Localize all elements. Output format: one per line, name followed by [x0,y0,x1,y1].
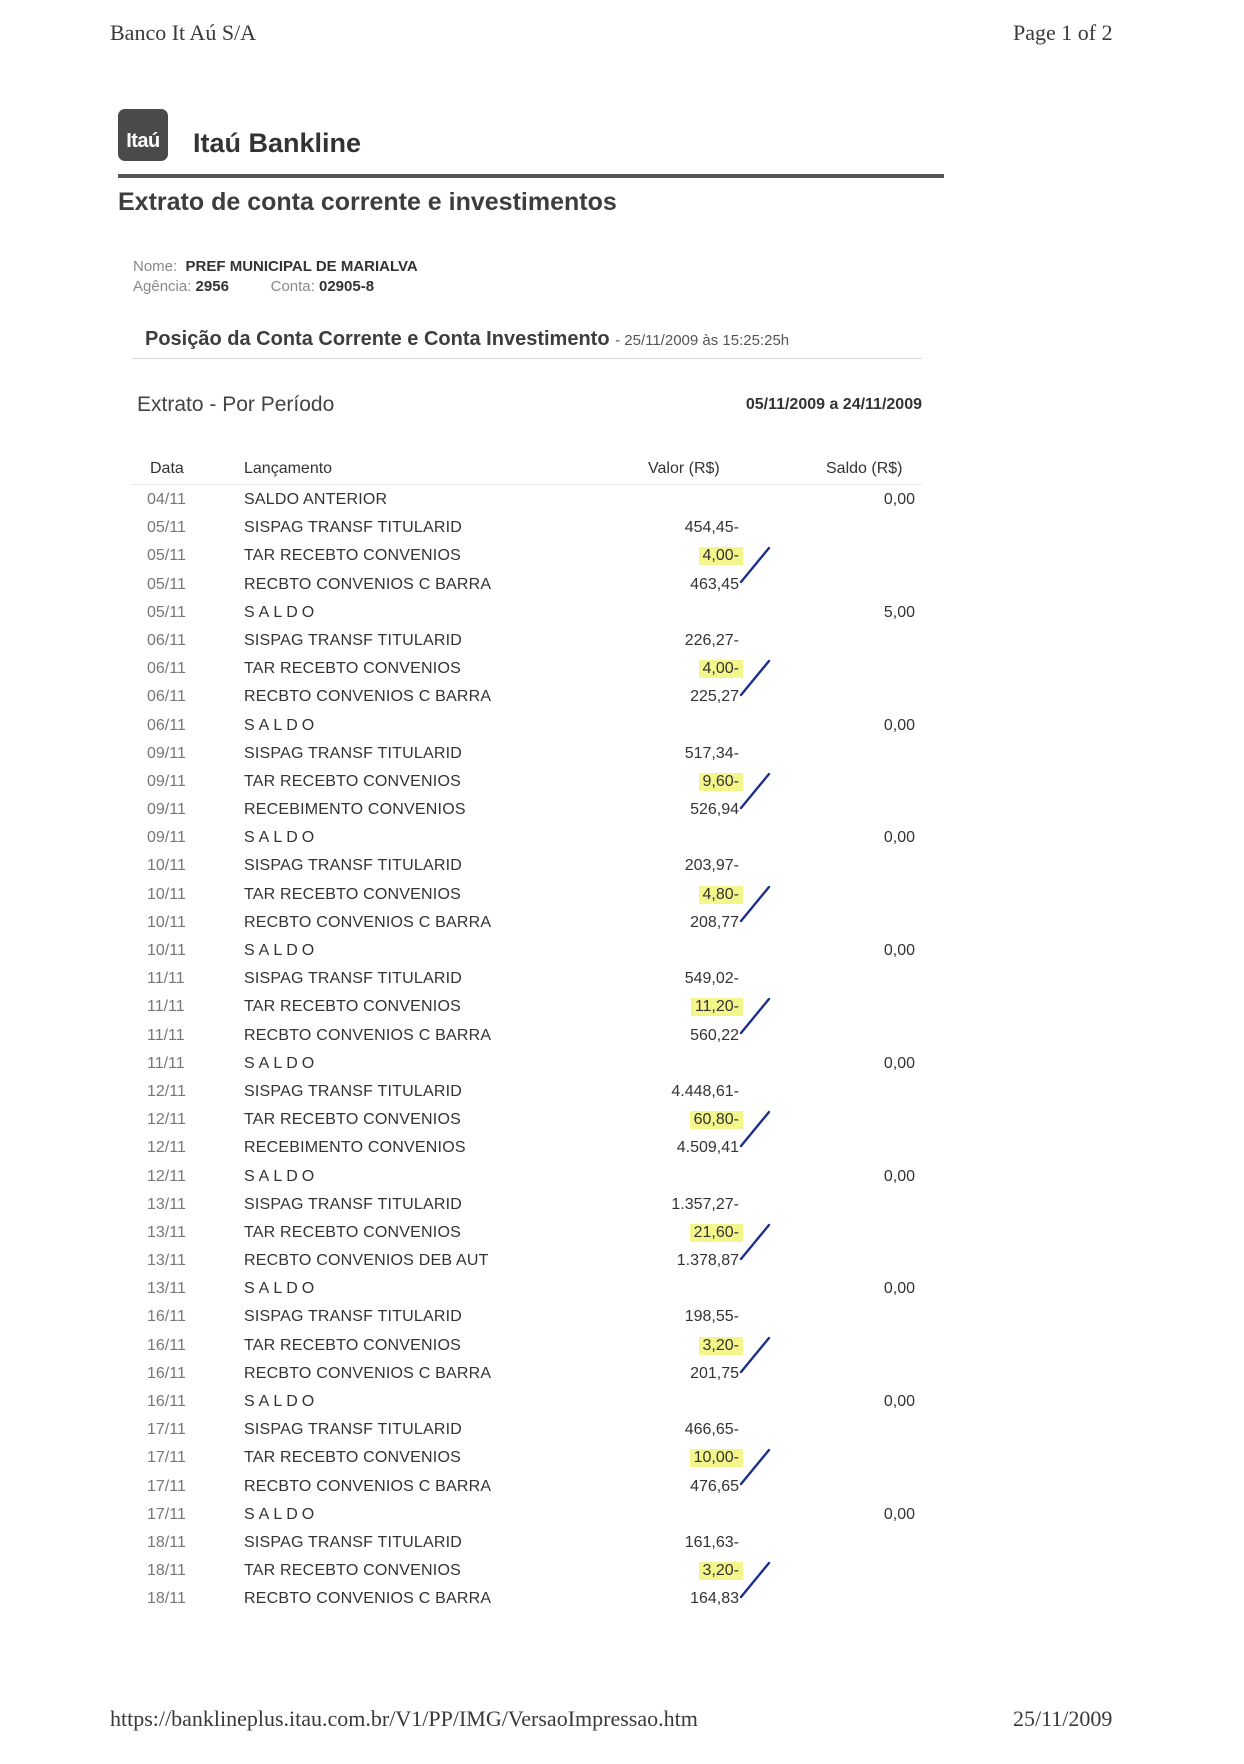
row-value: 4,00- [699,547,743,565]
table-row [0,1587,1244,1615]
bank-header: Banco It Aú S/A [110,20,257,45]
row-description: TAR RECEBTO CONVENIOS [244,660,461,678]
table-row [0,685,1244,713]
table-row [0,601,1244,629]
row-description: RECBTO CONVENIOS DEB AUT [244,1252,489,1270]
row-value: 466,65- [684,1421,739,1439]
row-value: 198,55- [684,1308,739,1326]
row-balance: 0,00 [883,1054,915,1072]
table-row [0,1193,1244,1221]
row-balance: 0,00 [883,491,915,508]
row-date: 17/11 [147,1477,186,1495]
row-description: SISPAG TRANSF TITULARID [244,970,462,988]
row-date: 09/11 [147,801,186,819]
row-balance: 0,00 [883,1167,915,1185]
table-row [0,657,1244,685]
row-value: 208,77 [690,913,739,931]
row-description: RECBTO CONVENIOS C BARRA [244,1477,492,1495]
transactions-table [0,488,1244,1616]
table-row [0,573,1244,601]
statement-title: Extrato - Por Período [137,393,335,416]
table-row [0,742,1244,770]
row-value: 164,83 [690,1590,739,1608]
row-date: 13/11 [147,1223,186,1241]
row-balance: 0,00 [883,942,915,959]
table-row [0,629,1244,657]
row-value: 4,80- [699,886,743,904]
row-balance: 0,00 [883,1393,915,1410]
row-description: RECEBIMENTO CONVENIOS [244,801,466,819]
row-description: SALDO [244,716,319,734]
row-description: SALDO [244,829,319,847]
row-date: 16/11 [147,1364,186,1382]
row-description: SISPAG TRANSF TITULARID [244,857,462,875]
row-date: 05/11 [147,519,186,537]
row-balance: 0,00 [883,716,915,734]
row-date: 09/11 [147,829,186,847]
row-date: 12/11 [147,1082,186,1100]
row-date: 13/11 [147,1252,186,1270]
row-value: 9,60- [699,773,743,791]
table-row [0,714,1244,742]
row-balance: 5,00 [883,603,915,621]
row-date: 05/11 [147,547,186,565]
row-date: 11/11 [147,1026,185,1044]
row-description: SALDO [244,1167,319,1185]
table-row [0,1165,1244,1193]
row-value: 526,94 [690,801,739,819]
row-value: 225,27 [690,688,739,706]
row-description: SISPAG TRANSF TITULARID [244,744,462,762]
row-value: 517,34- [684,744,739,762]
row-description: TAR RECEBTO CONVENIOS [244,1111,461,1129]
row-date: 17/11 [147,1505,186,1523]
row-value: 463,45 [690,575,739,593]
table-row [0,770,1244,798]
row-value: 549,02- [684,970,739,988]
account-holder-name: PREF MUNICIPAL DE MARIALVA [185,258,418,275]
row-date: 13/11 [147,1280,186,1298]
page-number: Page 1 of 2 [1013,20,1113,45]
table-row [0,1080,1244,1108]
row-description: RECBTO CONVENIOS C BARRA [244,688,492,706]
row-date: 11/11 [147,1054,185,1072]
account-number-line [133,278,374,295]
row-description: TAR RECEBTO CONVENIOS [244,547,461,565]
row-value: 21,60- [690,1224,743,1242]
row-description: SALDO [244,1054,319,1072]
row-date: 09/11 [147,744,186,762]
table-row [0,516,1244,544]
row-description: SISPAG TRANSF TITULARID [244,631,462,649]
row-description: TAR RECEBTO CONVENIOS [244,885,461,903]
row-value: 476,65 [690,1477,739,1495]
footer-url: https://banklineplus.itau.com.br/V1/PP/IMG/VersaoImpressao.htm [110,1706,698,1731]
row-description: SALDO [244,1505,319,1523]
row-balance: 0,00 [883,1280,915,1298]
table-row [0,1305,1244,1333]
row-date: 18/11 [147,1562,186,1580]
position-heading [145,328,789,351]
table-row [0,826,1244,854]
row-description: SALDO ANTERIOR [244,491,388,508]
row-date: 06/11 [147,631,186,649]
row-description: TAR RECEBTO CONVENIOS [244,1449,461,1467]
footer-date: 25/11/2009 [1013,1706,1113,1731]
row-description: SALDO [244,942,319,959]
row-date: 10/11 [147,942,186,959]
row-description: TAR RECEBTO CONVENIOS [244,1223,461,1241]
row-value: 226,27- [684,631,739,649]
row-date: 13/11 [147,1195,186,1213]
table-row [0,854,1244,882]
row-value: 4.448,61- [671,1082,739,1100]
table-row [0,1362,1244,1390]
position-title: Posição da Conta Corrente e Conta Investimento [145,328,610,350]
table-row [0,1108,1244,1136]
row-value: 11,20- [691,998,743,1016]
row-description: SISPAG TRANSF TITULARID [244,1082,462,1100]
table-row [0,488,1244,516]
table-row [0,939,1244,967]
agency-number: 2956 [195,278,229,295]
row-date: 16/11 [147,1336,186,1354]
row-date: 10/11 [147,885,186,903]
row-description: SISPAG TRANSF TITULARID [244,1308,462,1326]
row-value: 454,45- [684,519,739,537]
row-value: 3,20- [699,1562,743,1580]
row-date: 05/11 [147,575,186,593]
row-date: 12/11 [147,1139,186,1157]
row-value: 10,00- [690,1449,743,1467]
row-date: 09/11 [147,772,186,790]
row-description: TAR RECEBTO CONVENIOS [244,998,461,1016]
row-date: 11/11 [147,970,185,988]
table-row [0,967,1244,995]
row-value: 560,22 [690,1026,739,1044]
row-value: 203,97- [684,857,739,875]
header-divider [118,174,944,178]
row-date: 18/11 [147,1533,186,1551]
row-date: 05/11 [147,603,186,621]
row-date: 06/11 [147,660,186,678]
table-header [132,452,922,485]
row-description: RECBTO CONVENIOS C BARRA [244,1026,492,1044]
row-description: RECBTO CONVENIOS C BARRA [244,1590,492,1608]
row-description: SISPAG TRANSF TITULARID [244,519,462,537]
table-row [0,883,1244,911]
col-balance: Saldo (R$) [826,460,903,477]
table-row [0,1277,1244,1305]
table-row [0,1221,1244,1249]
table-row [0,1052,1244,1080]
row-date: 06/11 [147,716,186,734]
row-value: 4,00- [699,660,743,678]
row-description: SALDO [244,1280,319,1298]
table-row [0,1249,1244,1277]
row-balance: 0,00 [883,829,915,847]
row-description: RECBTO CONVENIOS C BARRA [244,575,492,593]
table-row [0,798,1244,826]
row-description: RECBTO CONVENIOS C BARRA [244,1364,492,1382]
row-value: 60,80- [690,1111,743,1129]
row-date: 17/11 [147,1449,186,1467]
table-row [0,1334,1244,1362]
account-name-line [133,258,418,275]
table-row [0,1475,1244,1503]
name-label: Nome: [133,258,178,275]
position-timestamp: - 25/11/2009 às 15:25:25h [615,332,790,349]
row-date: 10/11 [147,913,186,931]
row-date: 10/11 [147,857,186,875]
table-row [0,1136,1244,1164]
table-row [0,1559,1244,1587]
row-value: 161,63- [684,1533,739,1551]
agency-label: Agência: [133,278,192,295]
document-title: Extrato de conta corrente e investimentos [118,188,617,216]
row-description: SISPAG TRANSF TITULARID [244,1421,462,1439]
row-value: 1.357,27- [671,1195,739,1213]
table-row [0,1390,1244,1418]
table-row [0,911,1244,939]
row-date: 16/11 [147,1308,186,1326]
row-date: 17/11 [147,1421,186,1439]
row-description: SISPAG TRANSF TITULARID [244,1533,462,1551]
account-label: Conta: [270,278,315,295]
table-row [0,544,1244,572]
table-row [0,995,1244,1023]
row-description: TAR RECEBTO CONVENIOS [244,1336,461,1354]
row-description: TAR RECEBTO CONVENIOS [244,1562,461,1580]
table-row [0,1446,1244,1474]
row-description: SALDO [244,603,319,621]
table-row [0,1531,1244,1559]
statement-period: 05/11/2009 a 24/11/2009 [745,396,922,413]
row-date: 06/11 [147,688,186,706]
col-description: Lançamento [244,460,333,477]
row-date: 18/11 [147,1590,186,1608]
account-number: 02905-8 [318,278,375,295]
row-value: 201,75 [690,1364,739,1382]
itau-logo-icon: Itaú [118,109,168,161]
table-row [0,1024,1244,1052]
table-row [0,1418,1244,1446]
row-value: 3,20- [699,1337,743,1355]
row-date: 12/11 [147,1167,186,1185]
brand-title: Itaú Bankline [193,128,362,158]
row-description: RECBTO CONVENIOS C BARRA [244,913,492,931]
row-balance: 0,00 [883,1505,915,1523]
col-date: Data [150,460,184,477]
row-value: 4.509,41 [676,1139,739,1157]
row-description: SISPAG TRANSF TITULARID [244,1195,462,1213]
row-date: 16/11 [147,1393,186,1410]
row-date: 04/11 [147,491,186,508]
row-date: 12/11 [147,1111,186,1129]
row-date: 11/11 [147,998,185,1016]
row-description: RECEBIMENTO CONVENIOS [244,1139,466,1157]
row-description: SALDO [244,1393,319,1410]
col-value: Valor (R$) [648,460,720,477]
row-description: TAR RECEBTO CONVENIOS [244,772,461,790]
row-value: 1.378,87 [676,1252,739,1270]
table-row [0,1503,1244,1531]
